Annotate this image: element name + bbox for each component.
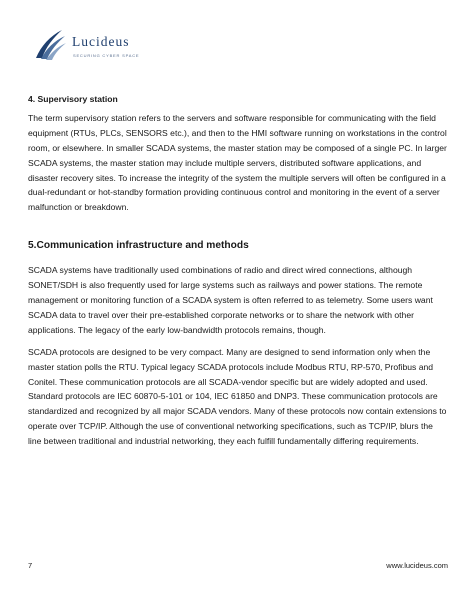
document-body bbox=[28, 92, 448, 449]
lucideus-logo bbox=[32, 26, 152, 62]
logo-tagline: SECURING CYBER SPACE bbox=[73, 53, 140, 58]
logo-name: Lucideus bbox=[72, 34, 130, 49]
section-5-paragraph-1: SCADA systems have traditionally used combinations of radio and direct wired connections, although SONET/SDH is also frequently used for large systems such as railways and power stations. The remote management or monitoring function of a SCADA system is often referred to as telemetry. Some users want SCADA data to travel over their pre-established corporate networks or to share the network with other applications. The legacy of the early low-bandwidth protocols remains, though. bbox=[28, 265, 433, 335]
page-number: 7 bbox=[28, 561, 33, 570]
section-5-paragraph-2: SCADA protocols are designed to be very compact. Many are designed to send information only when the master station polls the RTU. Typical legacy SCADA protocols include Modbus RTU, RP-570, Profibus and Conitel. These communication protocols are all SCADA-vendor specific but are widely adopted and used. Standard protocols are IEC 60870-5-101 or 104, IEC 61850 and DNP3. These communication protocols are standardized and recognized by all major SCADA vendors. Many of these protocols now contain extensions to operate over TCP/IP. Although the use of conventional networking specifications, such as TCP/IP, blurs the line between traditional and industrial networking, they each fulfill fundamentally differing requirements. bbox=[28, 346, 447, 447]
wing-swoosh-icon bbox=[32, 26, 68, 62]
section-4-heading: 4. Supervisory station bbox=[28, 94, 118, 104]
section-5-heading: 5.Communication infrastructure and methods bbox=[28, 240, 249, 252]
section-4-paragraph: The term supervisory station refers to the servers and software responsible for communicating with the field equipment (RTUs, PLCs, SENSORS etc.), and then to the HMI software running on workstations in the control room, or elsewhere. In smaller SCADA systems, the master station may be composed of a single PC. In larger SCADA systems, the master station may include multiple servers, distributed software applications, and disaster recovery sites. To increase the integrity of the system the multiple servers will often be configured in a dual-redundant or hot-standby formation providing continuous control and monitoring in the event of a server malfunction or breakdown. bbox=[28, 112, 447, 213]
footer-url: www.lucideus.com bbox=[386, 561, 448, 570]
